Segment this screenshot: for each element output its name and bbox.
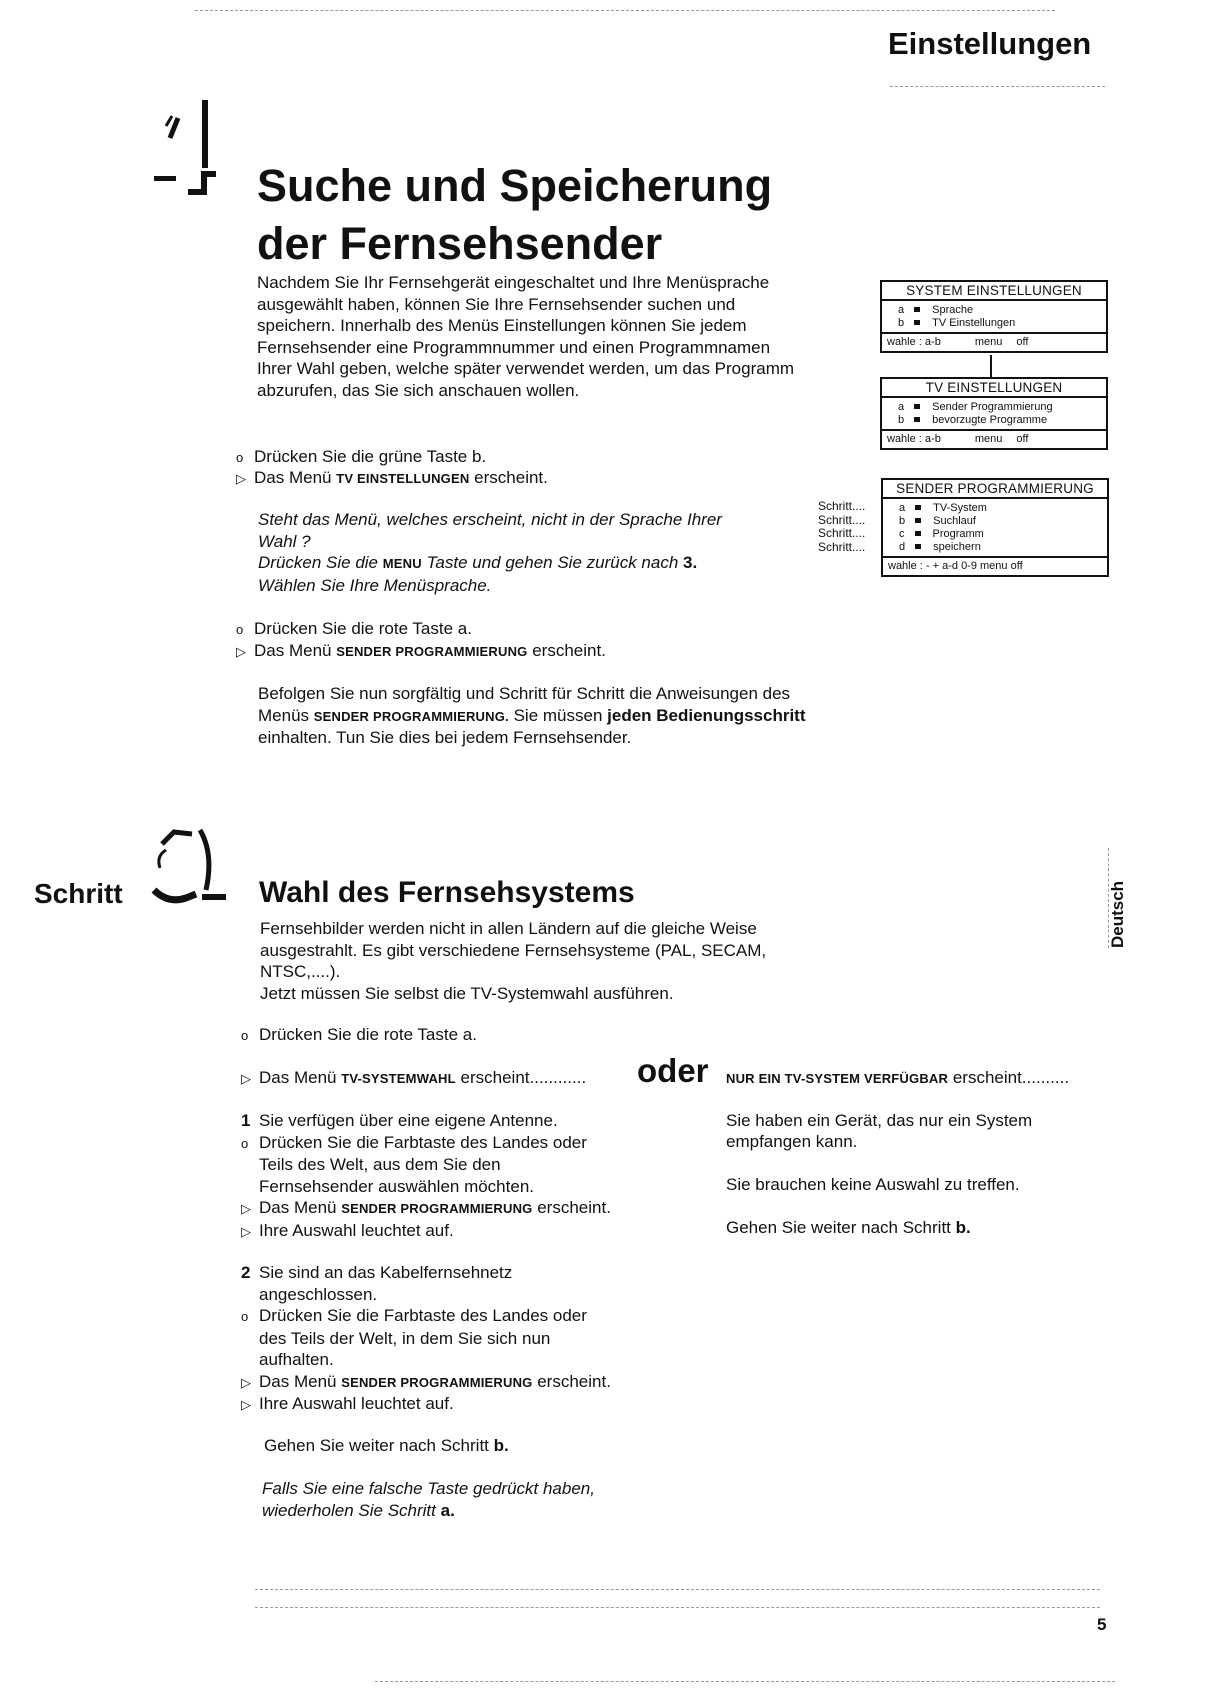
case-line (241, 1220, 681, 1243)
continue-text: Gehen Sie weiter nach Schritt (264, 1436, 489, 1455)
intro-line: Fernsehsender eine Programmnummer und einen Programmnamen (257, 337, 771, 357)
square-bullet-icon (915, 505, 921, 510)
oder-label: oder (637, 1052, 709, 1089)
follow-instructions (258, 683, 806, 749)
wrong-key-note (262, 1478, 595, 1521)
footer-off: off (1016, 433, 1029, 445)
case-text: aufhalten. (259, 1350, 334, 1369)
case-cable (241, 1262, 681, 1416)
menu-item (883, 502, 1107, 515)
triangle-arrow-icon: ▷ (241, 1071, 251, 1086)
header-scan-line (890, 86, 1105, 87)
follow-line: einhalten. Tun Sie dies bei jedem Fernsehsender. (258, 728, 632, 747)
follow-text: Menüs (258, 705, 310, 725)
case-text: des Teils der Welt, in dem Sie sich nun (259, 1328, 551, 1348)
menu-item-key: a (898, 304, 905, 316)
top-scan-line (195, 10, 1055, 11)
menu-item-key: b (898, 414, 905, 426)
menu-item-label: Sprache (932, 304, 974, 316)
case-text: Drücken Sie die Farbtaste des Landes oder (259, 1132, 587, 1152)
menu-item (882, 401, 1106, 414)
square-bullet-icon (914, 307, 920, 312)
continue-step-b (264, 1435, 509, 1456)
continue-text: Gehen Sie weiter nach Schritt (726, 1218, 951, 1237)
case-line (241, 1132, 681, 1155)
case-text: Das Menü (259, 1198, 337, 1217)
continue-step-b-right (726, 1217, 971, 1238)
chapter-intro (257, 272, 794, 401)
intro-line: speichern. Innerhalb des Menüs Einstellungen können Sie jedem (257, 316, 747, 335)
menu-item (882, 414, 1106, 427)
step-number: 3. (683, 553, 698, 572)
schritt-label: Schritt.... (818, 512, 866, 527)
instruction-text: Drücken Sie die rote Taste a. (259, 1025, 477, 1044)
step-ref: b. (493, 1436, 509, 1455)
chapter-number (152, 96, 232, 208)
instruction-text: Drücken Sie die rote Taste a. (254, 619, 472, 638)
step-title: Wahl des Fernsehsystems (259, 876, 635, 909)
result-text: Das Menü (254, 641, 332, 660)
footer-select: wahle : a-b (887, 336, 941, 348)
schritt-labels (818, 500, 865, 554)
intro-line: Jetzt müssen Sie selbst die TV-Systemwahl ausführen. (260, 983, 674, 1003)
menu-system-einstellungen (880, 280, 1108, 353)
circle-bullet-icon: o (236, 622, 244, 637)
schritt-label: Schritt.... (818, 539, 866, 554)
menu-name: TV EINSTELLUNGEN (336, 471, 470, 486)
result-text: erscheint.......... (952, 1068, 1070, 1087)
menu-footer (882, 429, 1106, 448)
chapter-number-glyph (152, 96, 232, 208)
footer-menu: menu (974, 336, 1003, 348)
menu-footer: wahle : - + a-d 0-9 menu off (883, 556, 1107, 575)
footer-select: wahle : a-b (887, 433, 941, 445)
case-line (241, 1197, 681, 1220)
note-line (258, 552, 722, 575)
intro-line: Nachdem Sie Ihr Fernsehgerät eingeschaltet und Ihre Menüsprache (257, 273, 770, 292)
intro-line: ausgestrahlt. Es gibt verschiedene Fernsehsysteme (PAL, SECAM, (260, 940, 767, 960)
case-text: erscheint. (537, 1198, 611, 1217)
triangle-arrow-icon: ▷ (241, 1397, 251, 1412)
intro-line: ausgewählt haben, können Sie Ihre Fernsehsender suchen und (257, 294, 736, 314)
single-system-text: Sie haben ein Gerät, das nur ein System (726, 1111, 1033, 1130)
case-text: Fernsehsender auswählen möchten. (259, 1176, 534, 1196)
page-number: 5 (1097, 1615, 1107, 1634)
bottom-scan-line (375, 1681, 1115, 1682)
side-tab-language: Deutsch (1108, 880, 1127, 948)
schritt-label: Schritt.... (818, 526, 866, 540)
menu-item (883, 528, 1107, 541)
result-tv-menu (236, 467, 548, 489)
result-text: Das Menü (259, 1068, 337, 1087)
square-bullet-icon (914, 320, 920, 325)
menu-item-key: b (898, 317, 905, 329)
step-letter-glyph (150, 824, 230, 910)
menu-item-key: a (899, 502, 906, 514)
square-bullet-icon (914, 417, 920, 422)
menu-item-key: d (899, 541, 906, 553)
step-label: Schritt (34, 878, 123, 909)
result-text: Das Menü (254, 468, 332, 487)
case-text: Sie sind an das Kabelfernsehnetz (259, 1263, 513, 1282)
menu-item-label: TV-System (933, 502, 987, 514)
case-text: Das Menü (259, 1371, 337, 1391)
menu-key: MENU (382, 556, 422, 571)
case-number: 1 (241, 1111, 251, 1130)
case-antenna (241, 1110, 681, 1242)
chapter-title-line-1: Suche und Speicherung (257, 160, 773, 211)
menu-item-label: Programm (932, 528, 984, 540)
case-text: Ihre Auswahl leuchtet auf. (259, 1394, 454, 1413)
case-line (241, 1110, 681, 1132)
menu-item-key: a (898, 401, 905, 413)
note-text: Taste und gehen Sie zurück nach (426, 553, 679, 572)
menu-item-label: Sender Programmierung (932, 401, 1053, 413)
triangle-arrow-icon: ▷ (241, 1201, 251, 1216)
menu-connector (990, 355, 992, 377)
circle-bullet-icon: o (241, 1028, 249, 1043)
footer-scan-line-2 (255, 1607, 1100, 1608)
square-bullet-icon (914, 404, 920, 409)
language-note (258, 509, 722, 596)
follow-line (258, 705, 806, 728)
case-text: Drücken Sie die Farbtaste des Landes oder (259, 1306, 587, 1325)
case-line (241, 1371, 681, 1394)
case-text: Teils des Welt, aus dem Sie den (259, 1155, 501, 1174)
chapter-title (257, 157, 772, 273)
menu-item (883, 515, 1107, 528)
result-nur-ein-system (726, 1067, 1069, 1089)
circle-bullet-icon: o (241, 1135, 249, 1151)
case-text: Sie verfügen über eine eigene Antenne. (259, 1111, 558, 1130)
square-bullet-icon (915, 544, 921, 549)
menu-item-key: b (899, 515, 906, 527)
case-text: angeschlossen. (259, 1284, 378, 1304)
no-selection-text: Sie brauchen keine Auswahl zu treffen. (726, 1175, 1020, 1194)
note-line: Steht das Menü, welches erscheint, nicht in der Sprache Ihrer (258, 510, 722, 529)
menu-item-key: c (899, 528, 905, 540)
note-text: wiederholen Sie Schritt (262, 1500, 436, 1520)
footer-scan-line-1 (255, 1589, 1100, 1590)
schritt-label: Schritt.... (818, 499, 866, 513)
note-line: Wählen Sie Ihre Menüsprache. (258, 575, 492, 595)
menu-tv-einstellungen (880, 377, 1108, 450)
section-header: Einstellungen (888, 26, 1092, 61)
menu-title: SENDER PROGRAMMIERUNG (883, 480, 1107, 499)
menu-name: SENDER PROGRAMMIERUNG (341, 1374, 533, 1390)
menu-sender-programmierung (881, 478, 1109, 577)
note-line: Falls Sie eine falsche Taste gedrückt haben, (262, 1479, 595, 1498)
square-bullet-icon (915, 518, 921, 523)
menu-item-label: bevorzugte Programme (932, 414, 1048, 426)
case-text: erscheint. (537, 1371, 611, 1391)
instruction-red-key (236, 618, 472, 640)
triangle-arrow-icon: ▷ (236, 471, 246, 486)
intro-line: Fernsehbilder werden nicht in allen Ländern auf die gleiche Weise (260, 919, 757, 938)
follow-line: Befolgen Sie nun sorgfältig und Schritt für Schritt die Anweisungen des (258, 684, 791, 703)
menu-item-label: speichern (933, 541, 981, 553)
menu-name: SENDER PROGRAMMIERUNG (341, 1201, 533, 1216)
chapter-title-line-2: der Fernsehsender (257, 218, 663, 269)
menu-item-label: TV Einstellungen (932, 317, 1016, 329)
instruction-green-key (236, 446, 486, 468)
menu-name: SENDER PROGRAMMIERUNG (336, 644, 528, 659)
menu-footer (882, 332, 1106, 351)
intro-line: Ihrer Wahl geben, welche später verwendet werden, um das Programm (257, 359, 795, 378)
triangle-arrow-icon: ▷ (236, 644, 246, 659)
triangle-arrow-icon: ▷ (241, 1223, 251, 1239)
menu-item (883, 541, 1107, 554)
result-text: erscheint. (474, 468, 548, 487)
triangle-arrow-icon: ▷ (241, 1374, 251, 1390)
menu-name: TV-SYSTEMWAHL (341, 1071, 456, 1086)
intro-line: abzurufen, das Sie sich anschauen wollen. (257, 380, 580, 400)
note-line (262, 1500, 595, 1522)
result-text: erscheint............ (460, 1068, 587, 1087)
menu-title: SYSTEM EINSTELLUNGEN (882, 282, 1106, 301)
emphasis-text: jeden Bedienungsschritt (607, 705, 806, 725)
menu-item (882, 317, 1106, 330)
note-text: Drücken Sie die (258, 553, 379, 572)
menu-name: NUR EIN TV-SYSTEM VERFÜGBAR (726, 1071, 949, 1086)
footer-off: off (1016, 336, 1029, 348)
instruction-red-key-a (241, 1024, 477, 1046)
square-bullet-icon (915, 531, 921, 536)
intro-line: NTSC,....). (260, 962, 341, 981)
case-line (241, 1305, 681, 1328)
step-letter (150, 824, 230, 910)
result-tv-systemwahl (241, 1067, 586, 1089)
menu-item-label: Suchlauf (933, 515, 976, 527)
single-system-text: empfangen kann. (726, 1132, 858, 1151)
circle-bullet-icon: o (236, 450, 244, 465)
menu-item (882, 304, 1106, 317)
case-line (241, 1262, 681, 1284)
result-sender-menu (236, 640, 606, 662)
menu-name: SENDER PROGRAMMIERUNG. (313, 708, 509, 724)
step-ref: a. (440, 1500, 455, 1520)
note-line: Wahl ? (258, 531, 311, 551)
case-line (241, 1393, 681, 1416)
instruction-text: Drücken Sie die grüne Taste b. (254, 447, 487, 466)
circle-bullet-icon: o (241, 1309, 249, 1324)
footer-menu: menu (974, 433, 1003, 445)
result-text: erscheint. (532, 641, 606, 660)
menu-title: TV EINSTELLUNGEN (882, 379, 1106, 398)
case-number: 2 (241, 1263, 251, 1282)
case-text: Ihre Auswahl leuchtet auf. (259, 1220, 454, 1240)
step-ref: b. (955, 1218, 971, 1237)
step-intro (260, 918, 766, 1004)
follow-text: Sie müssen (513, 705, 603, 725)
